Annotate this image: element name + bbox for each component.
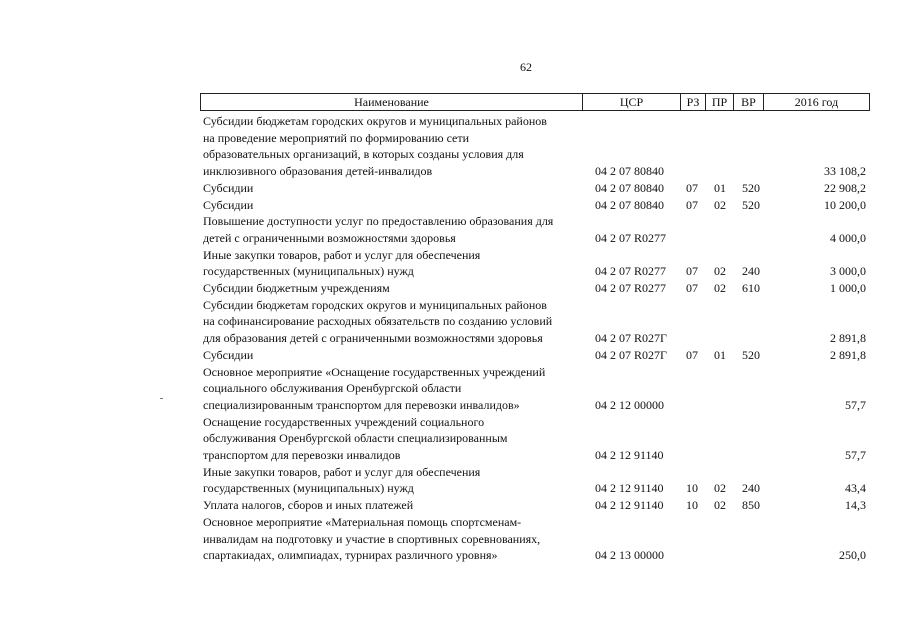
table-row <box>0 447 905 464</box>
cell-name: Основное мероприятие «Оснащение государственных учреждений <box>203 364 546 379</box>
cell-amount: 22 908,2 <box>824 180 866 195</box>
cell-name: инвалидам на подготовку и участие в спортивных соревнованиях, <box>203 531 541 546</box>
cell-csr: 04 2 12 91140 <box>595 498 664 513</box>
table-row <box>0 163 905 180</box>
cell-amount: 2 891,8 <box>830 347 866 362</box>
cell-name: Субсидии <box>203 180 254 195</box>
cell-amount: 1 000,0 <box>830 281 866 295</box>
table-row <box>0 364 905 381</box>
table-row <box>0 280 905 297</box>
cell-csr: 04 2 07 R027Г <box>595 347 667 362</box>
table-row <box>0 531 905 548</box>
cell-pr: 01 <box>714 347 726 362</box>
table-row <box>0 263 905 280</box>
cell-pr: 02 <box>714 264 726 279</box>
cell-csr: 04 2 07 R0277 <box>595 281 667 295</box>
cell-name: на проведение мероприятий по формированию сети <box>203 130 470 145</box>
cell-name: обслуживания Оренбургской области специализированным <box>203 431 508 446</box>
cell-pr: 02 <box>714 281 726 295</box>
cell-pr: 01 <box>714 180 726 195</box>
table-row <box>0 180 905 197</box>
table-row <box>0 547 905 564</box>
cell-name: Уплата налогов, сборов и иных платежей <box>203 498 414 513</box>
cell-vr: 610 <box>742 281 760 295</box>
cell-name: для образования детей с ограниченными возможностями здоровья <box>203 331 543 346</box>
cell-csr: 04 2 12 00000 <box>595 397 664 412</box>
column-header-rz: РЗ <box>681 94 706 111</box>
cell-name: социального обслуживания Оренбургской области <box>203 381 462 396</box>
page-number: 62 <box>520 60 532 74</box>
table-row <box>0 213 905 230</box>
cell-name: специализированным транспортом для перевозки инвалидов» <box>203 397 520 412</box>
cell-amount: 33 108,2 <box>824 164 866 179</box>
cell-amount: 43,4 <box>845 481 866 496</box>
cell-csr: 04 2 07 R027Г <box>595 331 667 346</box>
cell-name: Субсидии бюджетным учреждениям <box>203 281 390 295</box>
cell-rz: 07 <box>686 197 698 212</box>
table-row <box>0 313 905 330</box>
cell-vr: 520 <box>742 197 760 212</box>
cell-rz: 07 <box>686 264 698 279</box>
cell-amount: 57,7 <box>845 448 866 462</box>
cell-rz: 07 <box>686 180 698 195</box>
cell-vr: 520 <box>742 347 760 362</box>
cell-name: Основное мероприятие «Материальная помощь спортсменам- <box>203 514 522 529</box>
cell-name: детей с ограниченными возможностями здоровья <box>203 230 456 245</box>
cell-vr: 850 <box>742 498 760 513</box>
cell-rz: 07 <box>686 281 698 295</box>
table-row <box>0 397 905 414</box>
cell-name: на софинансирование расходных обязательств по созданию условий <box>203 314 553 329</box>
column-header-pr: ПР <box>706 94 734 111</box>
column-header-year: 2016 год <box>764 94 870 111</box>
cell-vr: 240 <box>742 481 760 496</box>
cell-name: Иные закупки товаров, работ и услуг для обеспечения <box>203 247 481 262</box>
cell-name: Повышение доступности услуг по предоставлению образования для <box>203 214 554 229</box>
table-row <box>0 497 905 514</box>
cell-name: образовательных организаций, в которых созданы условия для <box>203 147 524 162</box>
cell-csr: 04 2 07 80840 <box>595 164 664 179</box>
cell-name: спартакиадах, олимпиадах, турнирах различного уровня» <box>203 548 498 563</box>
cell-name: государственных (муниципальных) нужд <box>203 264 414 279</box>
table-row <box>0 480 905 497</box>
cell-rz: 10 <box>686 481 698 496</box>
cell-name: государственных (муниципальных) нужд <box>203 481 414 496</box>
cell-csr: 04 2 13 00000 <box>595 548 664 563</box>
table-row <box>0 113 905 130</box>
cell-csr: 04 2 12 91140 <box>595 448 664 462</box>
column-header-vr: ВР <box>734 94 764 111</box>
table-row <box>0 297 905 314</box>
cell-name: Субсидии бюджетам городских округов и муниципальных районов <box>203 297 547 312</box>
table-row <box>0 464 905 481</box>
cell-pr: 02 <box>714 498 726 513</box>
cell-name: транспортом для перевозки инвалидов <box>203 448 401 462</box>
cell-csr: 04 2 07 R0277 <box>595 230 667 245</box>
table-row <box>0 197 905 214</box>
table-row <box>0 130 905 147</box>
cell-name: Субсидии <box>203 197 254 212</box>
cell-csr: 04 2 07 R0277 <box>595 264 667 279</box>
cell-csr: 04 2 12 91140 <box>595 481 664 496</box>
table-row <box>0 146 905 163</box>
table-row <box>0 380 905 397</box>
cell-csr: 04 2 07 80840 <box>595 180 664 195</box>
cell-rz: 10 <box>686 498 698 513</box>
cell-pr: 02 <box>714 197 726 212</box>
cell-name: Субсидии <box>203 347 254 362</box>
table-row <box>0 230 905 247</box>
column-header-name: Наименование <box>201 94 583 111</box>
table-row <box>0 414 905 431</box>
cell-amount: 10 200,0 <box>824 197 866 212</box>
cell-csr: 04 2 07 80840 <box>595 197 664 212</box>
cell-name: Субсидии бюджетам городских округов и муниципальных районов <box>203 114 547 128</box>
cell-vr: 520 <box>742 180 760 195</box>
cell-vr: 240 <box>742 264 760 279</box>
table-row <box>0 347 905 364</box>
column-header-csr: ЦСР <box>583 94 681 111</box>
table-row <box>0 247 905 264</box>
table-row <box>0 430 905 447</box>
cell-rz: 07 <box>686 347 698 362</box>
cell-amount: 250,0 <box>839 548 866 563</box>
table-row <box>0 330 905 347</box>
cell-amount: 14,3 <box>845 498 866 513</box>
table-row <box>0 514 905 531</box>
cell-name: Иные закупки товаров, работ и услуг для обеспечения <box>203 464 481 479</box>
cell-amount: 4 000,0 <box>830 230 866 245</box>
table-header <box>200 93 870 111</box>
cell-name: Оснащение государственных учреждений социального <box>203 414 485 429</box>
cell-amount: 2 891,8 <box>830 331 866 346</box>
cell-amount: 3 000,0 <box>830 264 866 279</box>
cell-name: инклюзивного образования детей-инвалидов <box>203 164 433 179</box>
cell-amount: 57,7 <box>845 397 866 412</box>
cell-pr: 02 <box>714 481 726 496</box>
